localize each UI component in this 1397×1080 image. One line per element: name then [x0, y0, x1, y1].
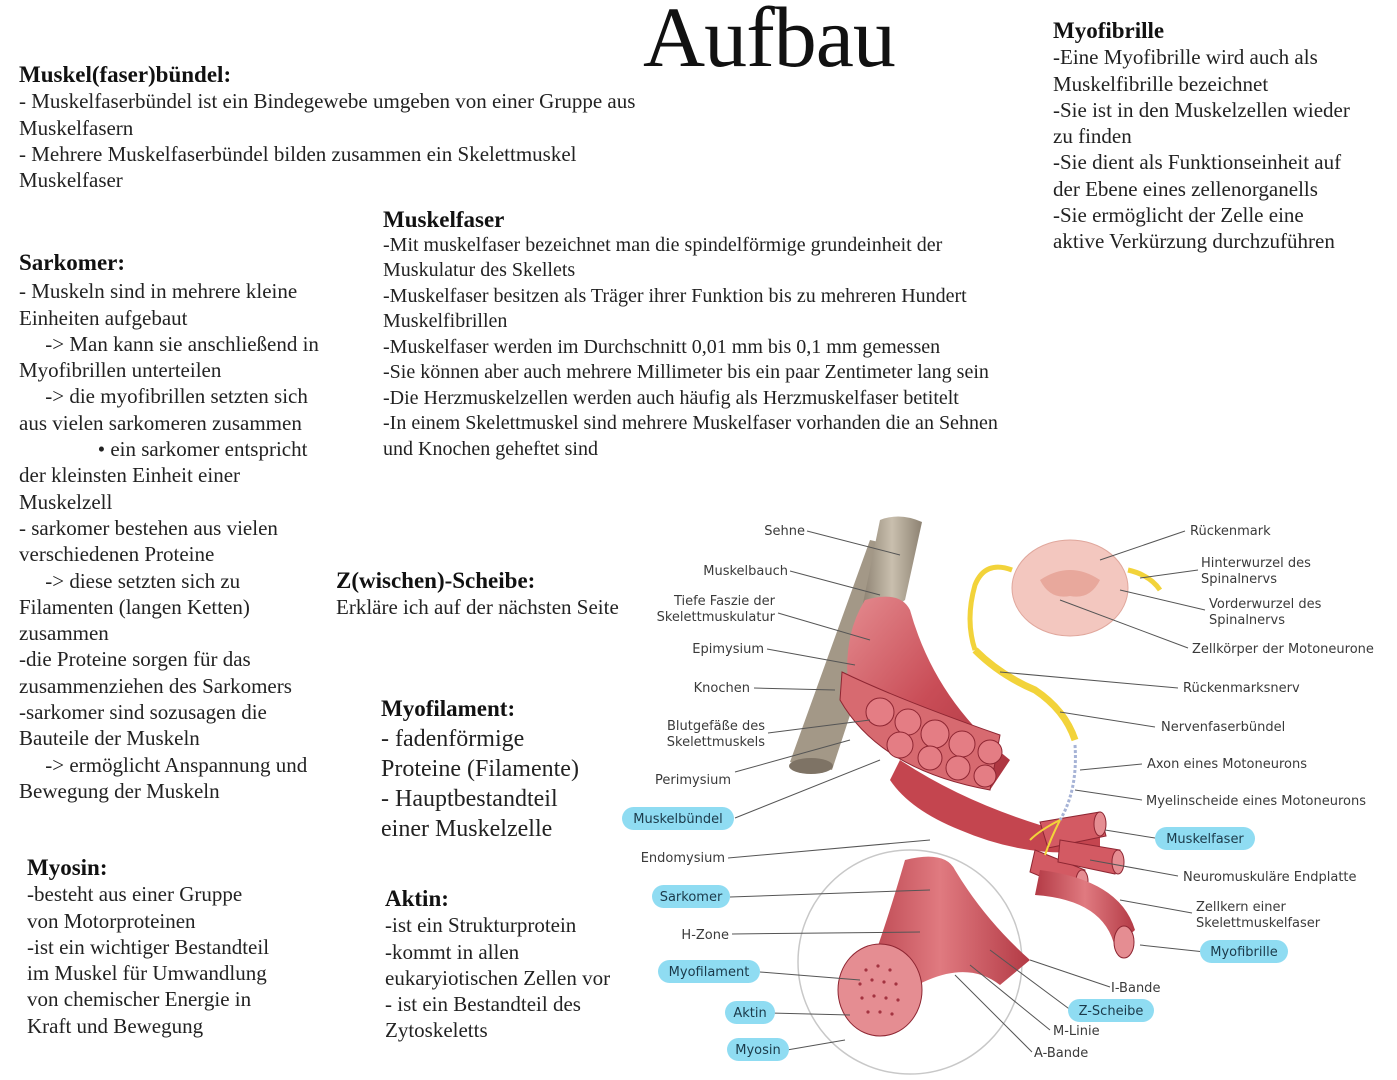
section-myosin: [27, 855, 269, 1039]
heading-myosin: Myosin:: [27, 855, 108, 880]
text-line: - ist ein Bestandteil des: [385, 992, 581, 1017]
text-line: -Sie dient als Funktionseinheit auf: [1053, 150, 1342, 175]
text-line: -Muskelfaser besitzen als Träger ihrer Funktion bis zu mehreren Hundert: [383, 284, 967, 307]
label-rueckenmark: Rückenmark: [1190, 524, 1271, 539]
text-line: Einheiten aufgebaut: [19, 305, 188, 330]
label-muskelfaser: Muskelfaser: [1166, 832, 1244, 847]
leader-lines: [728, 531, 1205, 1052]
text-line: Bewegung der Muskeln: [19, 778, 220, 803]
text-line: aktive Verkürzung durchzuführen: [1053, 229, 1335, 254]
text-line: • ein sarkomer entspricht: [19, 437, 308, 462]
text-line: -> ermöglicht Anspannung und: [19, 752, 308, 777]
text-line: Zytoskeletts: [385, 1018, 488, 1043]
label-perimysium: Perimysium: [655, 773, 731, 788]
text-line: zusammen: [19, 621, 109, 646]
myofilament-crosssection: [838, 944, 922, 1036]
label-hinterwurzel-1: Hinterwurzel des: [1201, 556, 1311, 571]
text-line: -> Man kann sie anschließend in: [19, 331, 319, 356]
label-myelinscheide: Myelinscheide eines Motoneurons: [1146, 794, 1366, 809]
text-line: und Knochen geheftet sind: [383, 437, 598, 460]
heading-zscheibe: Z(wischen)-Scheibe:: [336, 568, 536, 593]
label-muskelbauch: Muskelbauch: [703, 564, 788, 579]
text-line: Erkläre ich auf der nächsten Seite: [336, 595, 619, 620]
label-epimysium: Epimysium: [692, 642, 764, 657]
text-line: -Sie ist in den Muskelzellen wieder: [1053, 97, 1350, 122]
section-sarkomer: [19, 250, 319, 804]
label-myofilament: Myofilament: [668, 965, 750, 980]
text-line: -> diese setzten sich zu: [19, 568, 241, 593]
text-line: verschiedenen Proteine: [19, 542, 215, 567]
axon: [1060, 745, 1075, 820]
text-line: -die Proteine sorgen für das: [19, 647, 251, 672]
label-myofibrille: Myofibrille: [1210, 945, 1278, 960]
label-faszie-1: Tiefe Faszie der: [673, 594, 775, 609]
text-line: von Motorproteinen: [27, 908, 196, 933]
label-abande: A-Bande: [1034, 1046, 1089, 1061]
label-aktin: Aktin: [733, 1006, 767, 1021]
text-line: Bauteile der Muskeln: [19, 726, 200, 751]
text-line: Muskelfaser: [19, 168, 123, 193]
text-line: -besteht aus einer Gruppe: [27, 882, 243, 907]
nerve-root-right: [1128, 570, 1160, 590]
text-line: Muskelfibrillen: [383, 310, 508, 332]
section-myofibrille: [1053, 18, 1350, 255]
text-line: -Mit muskelfaser bezeichnet man die spindelförmige grundeinheit der: [383, 233, 943, 256]
label-sehne: Sehne: [764, 524, 805, 539]
label-sarkomer: Sarkomer: [659, 890, 723, 905]
section-myofilament: [381, 694, 579, 844]
text-line: der Ebene eines zellenorganells: [1053, 176, 1318, 201]
heading-sarkomer: Sarkomer:: [19, 250, 126, 275]
bone-end: [789, 758, 833, 774]
label-zellkoerper: Zellkörper der Motoneurone: [1192, 642, 1374, 657]
heading-aktin: Aktin:: [385, 886, 449, 911]
text-line: von chemischer Energie in: [27, 987, 252, 1012]
text-line: Muskelfibrille bezeichnet: [1053, 71, 1269, 96]
label-knochen: Knochen: [693, 681, 750, 696]
text-line: einer Muskelzelle: [381, 816, 553, 842]
text-line: aus vielen sarkomeren zusammen: [19, 410, 302, 435]
heading-muskelbuendel: Muskel(faser)bündel:: [19, 62, 232, 87]
label-axon: Axon eines Motoneurons: [1147, 757, 1307, 772]
text-line: Muskelzell: [19, 489, 113, 514]
label-blut-1: Blutgefäße des: [666, 719, 765, 734]
text-line: -Muskelfaser werden im Durchschnitt 0,01 mm bis 0,1 mm gemessen: [383, 335, 941, 358]
text-line: -Die Herzmuskelzellen werden auch häufig als Herzmuskelfaser betitelt: [383, 386, 959, 409]
label-nervenfaserbuendel: Nervenfaserbündel: [1161, 720, 1286, 735]
section-zscheibe: [336, 568, 619, 621]
page-title: Aufbau: [643, 0, 895, 85]
text-line: -Eine Myofibrille wird auch als: [1053, 45, 1318, 70]
label-zellkern-2: Skelettmuskelfaser: [1196, 916, 1321, 931]
text-line: im Muskel für Umwandlung: [27, 961, 267, 986]
text-line: -In einem Skelettmuskel sind mehrere Muskelfaser vorhanden die an Sehnen: [383, 412, 998, 434]
text-line: -sarkomer sind sozusagen die: [19, 700, 267, 725]
text-line: -> die myofibrillen setzten sich: [19, 384, 308, 409]
text-line: - Mehrere Muskelfaserbündel bilden zusammen ein Skelettmuskel: [19, 141, 577, 166]
text-line: - Hauptbestandteil: [381, 786, 558, 812]
label-rueckenmarksnerv: Rückenmarksnerv: [1183, 681, 1300, 696]
label-hinterwurzel-2: Spinalnervs: [1201, 572, 1277, 587]
text-line: - sarkomer bestehen aus vielen: [19, 515, 278, 540]
myofibril-end: [1114, 926, 1134, 958]
spinal-nerve: [975, 650, 1075, 740]
label-endomysium: Endomysium: [640, 851, 725, 866]
text-line: - Muskelfaserbündel ist ein Bindegewebe umgeben von einer Gruppe aus: [19, 89, 636, 114]
text-line: zusammenziehen des Sarkomers: [19, 673, 292, 698]
label-ibande: I-Bande: [1111, 981, 1161, 996]
label-vorderwurzel-1: Vorderwurzel des: [1209, 597, 1322, 612]
heading-myofibrille: Myofibrille: [1053, 18, 1165, 43]
text-line: der kleinsten Einheit einer: [19, 463, 241, 488]
label-vorderwurzel-2: Spinalnervs: [1209, 613, 1285, 628]
label-faszie-2: Skelettmuskulatur: [656, 610, 775, 625]
text-line: Proteine (Filamente): [381, 756, 579, 782]
section-muskelbuendel: [19, 62, 635, 193]
heading-myofilament: Myofilament:: [381, 696, 516, 721]
text-line: -ist ein wichtiger Bestandteil: [27, 934, 270, 959]
nerve-root-left: [970, 567, 1012, 650]
text-line: Muskelfasern: [19, 115, 134, 140]
text-line: eukaryiotischen Zellen vor: [385, 965, 611, 990]
heading-muskelfaser: Muskelfaser: [383, 207, 505, 232]
text-line: - fadenförmige: [381, 726, 525, 752]
text-line: zu finden: [1053, 124, 1132, 149]
label-endplatte: Neuromuskuläre Endplatte: [1183, 870, 1357, 885]
text-line: Muskulatur des Skellets: [383, 259, 576, 281]
text-line: -ist ein Strukturprotein: [385, 913, 577, 938]
muscle-anatomy-diagram: [618, 508, 1397, 1080]
section-muskelfaser: [383, 207, 998, 462]
text-line: -Sie können aber auch mehrere Millimeter bis ein paar Zentimeter lang sein: [383, 361, 989, 383]
section-aktin: [385, 886, 610, 1044]
text-line: Kraft und Bewegung: [27, 1013, 204, 1038]
text-line: Myofibrillen unterteilen: [19, 358, 222, 383]
label-blut-2: Skelettmuskels: [666, 735, 765, 750]
label-hzone: H-Zone: [681, 928, 729, 943]
label-myosin: Myosin: [735, 1043, 781, 1058]
text-line: -kommt in allen: [385, 939, 520, 964]
label-zellkern-1: Zellkern einer: [1196, 900, 1286, 915]
text-line: Filamenten (langen Ketten): [19, 594, 250, 619]
label-mlinie: M-Linie: [1053, 1024, 1100, 1039]
label-zscheibe: Z-Scheibe: [1078, 1004, 1144, 1019]
text-line: - Muskeln sind in mehrere kleine: [19, 279, 298, 304]
text-line: -Sie ermöglicht der Zelle eine: [1053, 203, 1304, 228]
label-muskelbuendel: Muskelbündel: [633, 812, 723, 827]
